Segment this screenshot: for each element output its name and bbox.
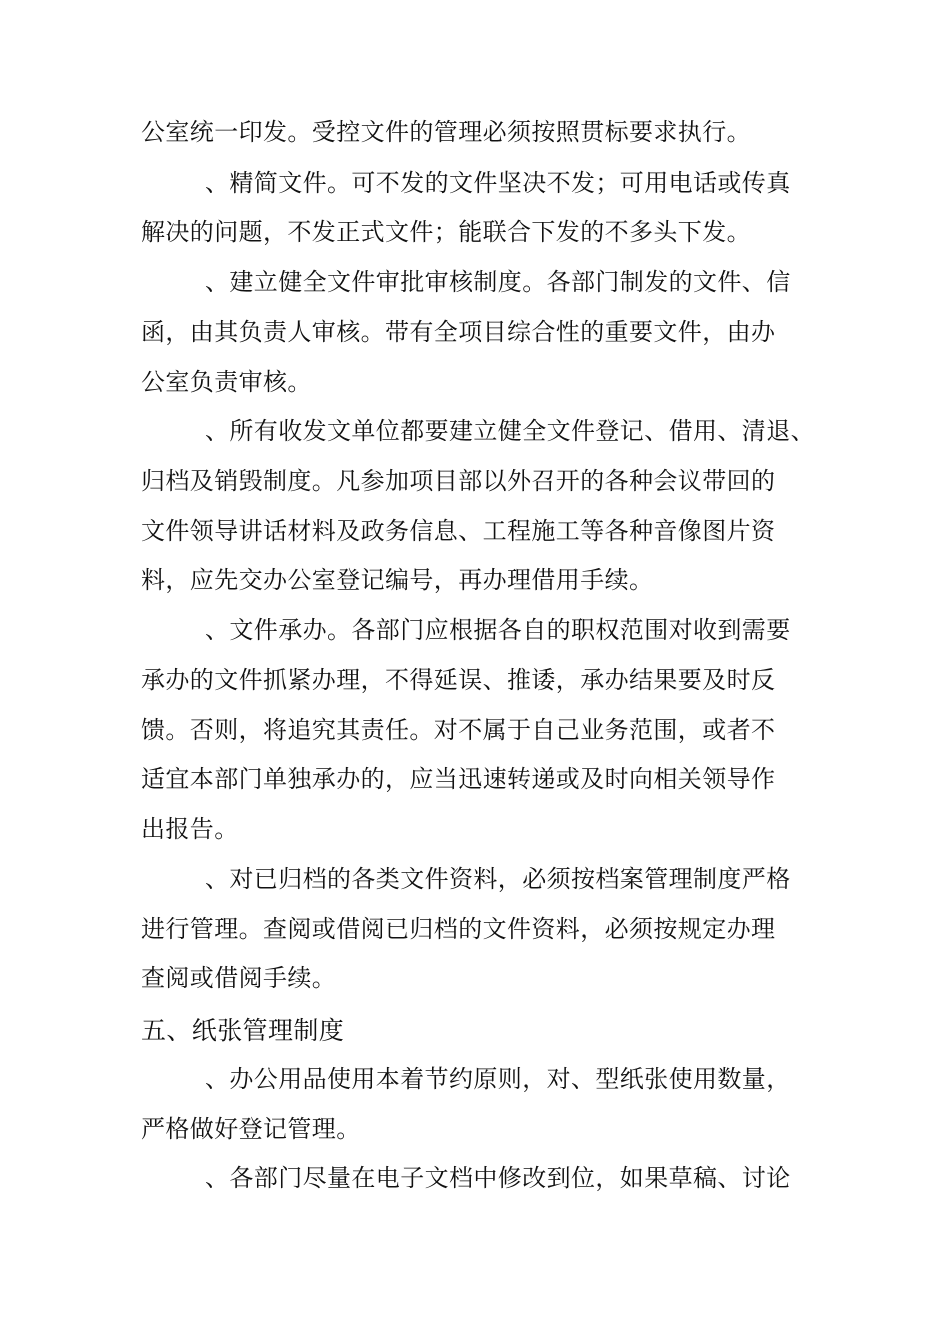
text-line: 公室负责审核。 xyxy=(141,368,312,396)
paragraph-first-line: 、文件承办。各部门应根据各自的职权范围对收到需要 xyxy=(205,616,791,644)
text-line: 归档及销毁制度。凡参加项目部以外召开的各种会议带回的 xyxy=(141,467,776,495)
text-line: 查阅或借阅手续。 xyxy=(141,964,337,992)
text-line: 函，由其负责人审核。带有全项目综合性的重要文件，由办 xyxy=(141,318,776,346)
text-line: 解决的问题，不发正式文件；能联合下发的不多头下发。 xyxy=(141,218,751,246)
paragraph-first-line: 、建立健全文件审批审核制度。各部门制发的文件、信 xyxy=(205,268,791,296)
paragraph-first-line: 、各部门尽量在电子文档中修改到位，如果草稿、讨论 xyxy=(205,1164,791,1192)
text-line: 公室统一印发。受控文件的管理必须按照贯标要求执行。 xyxy=(141,118,751,146)
text-line: 承办的文件抓紧办理，不得延误、推诿，承办结果要及时反 xyxy=(141,666,776,694)
text-line: 出报告。 xyxy=(141,815,239,843)
text-line: 料，应先交办公室登记编号，再办理借用手续。 xyxy=(141,566,654,594)
text-line: 严格做好登记管理。 xyxy=(141,1115,361,1143)
text-line: 进行管理。查阅或借阅已归档的文件资料，必须按规定办理 xyxy=(141,915,776,943)
paragraph-first-line: 、对已归档的各类文件资料，必须按档案管理制度严格 xyxy=(205,865,791,893)
text-line: 文件领导讲话材料及政务信息、工程施工等各种音像图片资 xyxy=(141,517,776,545)
paragraph-first-line: 、办公用品使用本着节约原则，对、型纸张使用数量， xyxy=(205,1065,791,1093)
text-line: 适宜本部门单独承办的，应当迅速转递或及时向相关领导作 xyxy=(141,765,776,793)
paragraph-first-line: 、精简文件。可不发的文件坚决不发；可用电话或传真 xyxy=(205,169,791,197)
section-heading: 五、纸张管理制度 xyxy=(141,1016,345,1045)
paragraph-first-line: 、所有收发文单位都要建立健全文件登记、借用、清退、 xyxy=(205,417,815,445)
text-line: 馈。否则，将追究其责任。对不属于自己业务范围，或者不 xyxy=(141,716,776,744)
